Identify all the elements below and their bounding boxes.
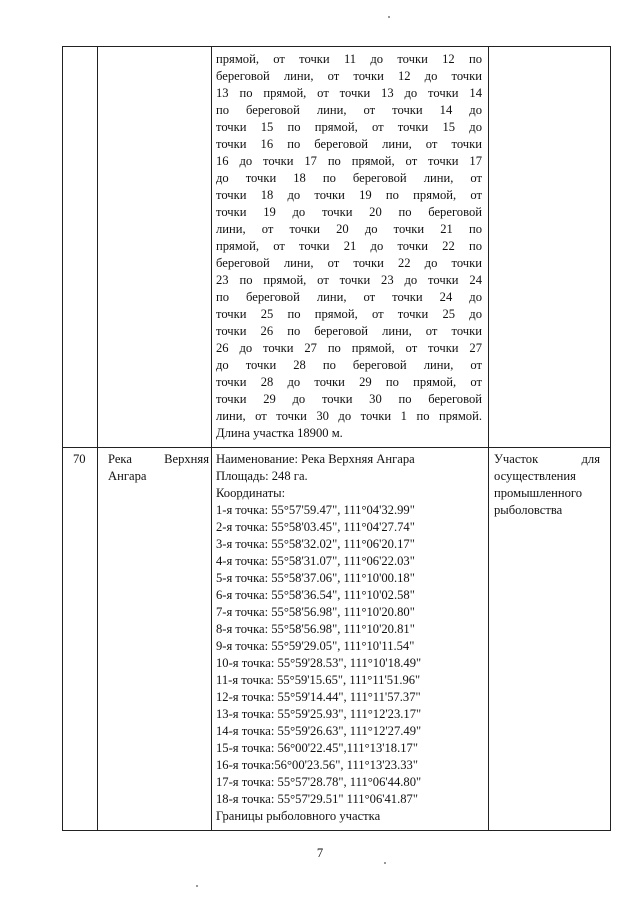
coordinate-line: 6-я точка: 55°58'36.54", 111°10'02.58": [216, 588, 415, 602]
text-line: по береговой лини, от точки 14 до: [216, 103, 482, 117]
text-line: прямой, от точки 11 до точки 12 по: [216, 52, 482, 66]
coordinate-line: 13-я точка: 55°59'25.93", 111°12'23.17": [216, 707, 422, 721]
text-line: 13 по прямой, от точки 13 до точки 14: [216, 86, 482, 100]
text-line: осуществления: [494, 469, 576, 483]
text-line: Площадь: 248 га.: [216, 469, 308, 483]
text-line: точки 28 до точки 29 по прямой, от: [216, 375, 482, 389]
coordinate-line: 17-я точка: 55°57'28.78", 111°06'44.80": [216, 775, 422, 789]
text-line: точки 18 до точки 19 по прямой, от: [216, 188, 482, 202]
document-table: [62, 46, 611, 831]
coordinate-line: 12-я точка: 55°59'14.44", 111°11'57.37": [216, 690, 421, 704]
coordinate-line: 4-я точка: 55°58'31.07", 111°06'22.03": [216, 554, 415, 568]
continuation-description-cell: [216, 51, 482, 442]
text-line: 26 до точки 27 по прямой, от точки 27: [216, 341, 482, 355]
text-line: береговой лини, от точки 22 до точки: [216, 256, 482, 270]
text-line: до точки 18 по береговой лини, от: [216, 171, 482, 185]
column-divider: [97, 47, 98, 830]
page-number: 7: [316, 846, 324, 860]
coordinate-line: 14-я точка: 55°59'26.63", 111°12'27.49": [216, 724, 422, 738]
text-line: точки 25 по прямой, от точки 25 до: [216, 307, 482, 321]
text-line: промышленного: [494, 486, 583, 500]
text-line: по береговой лини, от точки 24 до: [216, 290, 482, 304]
coordinate-line: 15-я точка: 56°00'22.45",111°13'18.17": [216, 741, 418, 755]
coordinate-line: 2-я точка: 55°58'03.45", 111°04'27.74": [216, 520, 415, 534]
coordinate-line: 9-я точка: 55°59'29.05", 111°10'11.54": [216, 639, 415, 653]
purpose-cell: [494, 451, 600, 519]
coordinate-line: 5-я точка: 55°58'37.06", 111°10'00.18": [216, 571, 415, 585]
text-line: прямой, от точки 21 до точки 22 по: [216, 239, 482, 253]
text-line: до точки 28 по береговой лини, от: [216, 358, 482, 372]
text-line: лини, от точки 30 до точки 1 по прямой.: [216, 409, 482, 423]
coordinate-line: 10-я точка: 55°59'28.53", 111°10'18.49": [216, 656, 422, 670]
text-line: точки 15 по прямой, от точки 15 до: [216, 120, 482, 134]
text-line: Река Верхняя: [108, 452, 209, 466]
coordinate-line: 7-я точка: 55°58'56.98", 111°10'20.80": [216, 605, 415, 619]
text-line: Длина участка 18900 м.: [216, 426, 343, 440]
scan-speck: [196, 885, 198, 887]
row-divider: [63, 447, 610, 448]
coordinate-line: 18-я точка: 55°57'29.51" 111°06'41.87": [216, 792, 418, 806]
water-body-name-cell: [108, 451, 209, 485]
column-divider: [211, 47, 212, 830]
text-line: Границы рыболовного участка: [216, 809, 381, 823]
text-line: Координаты:: [216, 486, 286, 500]
text-line: точки 26 по береговой лини, от точки: [216, 324, 482, 338]
coordinate-line: 16-я точка:56°00'23.56", 111°13'23.33": [216, 758, 418, 772]
coordinate-line: 3-я точка: 55°58'32.02", 111°06'20.17": [216, 537, 415, 551]
column-divider: [488, 47, 489, 830]
coordinate-line: 11-я точка: 55°59'15.65", 111°11'51.96": [216, 673, 421, 687]
text-line: Участок для: [494, 452, 600, 466]
scan-speck: [384, 862, 386, 864]
text-line: рыболовства: [494, 503, 563, 517]
text-line: лини, от точки 20 до точки 21 по: [216, 222, 482, 236]
site-description-cell: [216, 451, 486, 825]
text-line: 16 до точки 17 по прямой, от точки 17: [216, 154, 482, 168]
coordinate-line: 8-я точка: 55°58'56.98", 111°10'20.81": [216, 622, 415, 636]
text-line: Ангара: [108, 469, 147, 483]
text-line: точки 19 до точки 20 по береговой: [216, 205, 482, 219]
text-line: точки 16 по береговой лини, от точки: [216, 137, 482, 151]
text-line: 23 по прямой, от точки 23 до точки 24: [216, 273, 482, 287]
text-line: береговой лини, от точки 12 до точки: [216, 69, 482, 83]
row-number: 70: [73, 452, 86, 466]
scan-speck: [388, 16, 390, 18]
text-line: точки 29 до точки 30 по береговой: [216, 392, 482, 406]
text-line: Наименование: Река Верхняя Ангара: [216, 452, 415, 466]
coordinate-line: 1-я точка: 55°57'59.47", 111°04'32.99": [216, 503, 415, 517]
